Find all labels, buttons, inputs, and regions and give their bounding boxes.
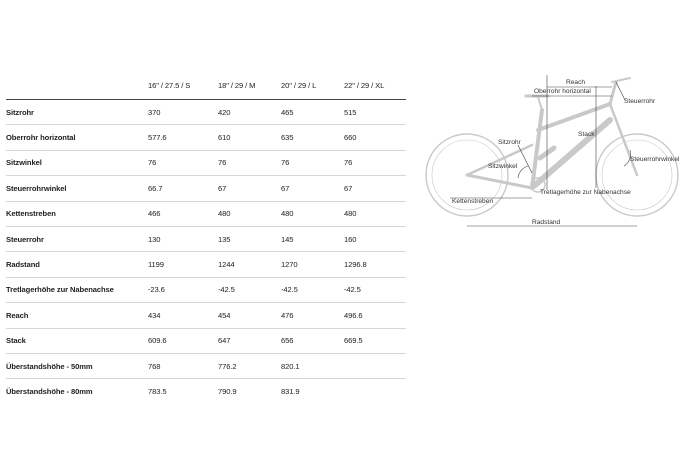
row-value: 820.1 (281, 361, 300, 371)
row-value: 656 (281, 336, 294, 346)
row-value: -42.5 (344, 285, 361, 295)
row-label: Überstandshöhe - 50mm (6, 361, 93, 371)
table-row (6, 303, 406, 328)
row-value: 370 (148, 107, 161, 117)
row-value (344, 379, 406, 404)
row-value: 76 (281, 158, 290, 168)
label-steuerrohr: Steuerrohr (624, 98, 656, 105)
header-cell-size-xl: 22" / 29 / XL (344, 72, 406, 100)
row-value: -23.6 (148, 285, 165, 295)
table-row (6, 353, 406, 378)
row-value: 67 (281, 183, 290, 193)
row-label: Sitzrohr (6, 107, 34, 117)
header-cell-size-l: 20" / 29 / L (281, 72, 344, 100)
label-radstand: Radstand (532, 219, 561, 226)
seatpost (538, 97, 542, 110)
sitzwinkel-arc (518, 166, 528, 178)
row-value: 1199 (148, 260, 164, 270)
table-row (6, 226, 406, 251)
label-tretlagerhoehe: Tretlagerhöhe zur Nabenachse (540, 189, 631, 196)
row-value: 420 (218, 107, 231, 117)
handlebar (612, 78, 630, 82)
table-header-row (6, 72, 406, 100)
row-value: 465 (281, 107, 294, 117)
row-value: -42.5 (218, 285, 235, 295)
row-value: 577.6 (148, 133, 167, 143)
table-row (6, 125, 406, 150)
row-value: 1244 (218, 260, 235, 270)
table-row (6, 201, 406, 226)
row-value: 480 (344, 209, 357, 219)
row-value: 466 (148, 209, 161, 219)
row-label: Kettenstreben (6, 209, 56, 219)
row-value: 454 (218, 310, 231, 320)
diagram-labels (452, 79, 680, 226)
row-value: 1296.8 (344, 260, 367, 270)
row-label: Tretlagerhöhe zur Nabenachse (6, 285, 114, 295)
label-stack: Stack (578, 131, 595, 138)
row-value: 66.7 (148, 183, 163, 193)
row-value: 609.6 (148, 336, 167, 346)
row-value: 515 (344, 107, 357, 117)
label-steuerrohrwinkel: Steuerrohrwinkel (630, 156, 680, 163)
row-value: 160 (344, 234, 357, 244)
row-value (344, 353, 406, 378)
table-row (6, 328, 406, 353)
row-value: 480 (281, 209, 294, 219)
table-row (6, 100, 406, 125)
label-kettenstreben: Kettenstreben (452, 198, 494, 205)
row-label: Stack (6, 336, 26, 346)
row-value: 776.2 (218, 361, 237, 371)
row-value: 76 (148, 158, 157, 168)
bike-geometry-diagram (420, 70, 695, 245)
chainstay (467, 175, 532, 188)
row-value: 768 (148, 361, 161, 371)
row-value: 476 (281, 310, 294, 320)
seat-tube (532, 110, 542, 188)
row-value: 669.5 (344, 336, 363, 346)
table-row (6, 176, 406, 201)
row-value: 635 (281, 133, 294, 143)
row-label: Radstand (6, 260, 40, 270)
row-value: 130 (148, 234, 161, 244)
row-value: 67 (218, 183, 227, 193)
table-row (6, 252, 406, 277)
fork (610, 104, 637, 175)
stem (610, 82, 616, 104)
table-row (6, 379, 406, 404)
row-value: 76 (344, 158, 353, 168)
label-oberrohr-horizontal: Oberrohr horizontal (534, 88, 591, 95)
row-label: Oberrohr horizontal (6, 133, 76, 143)
header-cell-label (6, 72, 148, 100)
row-value: 790.9 (218, 386, 237, 396)
row-value: 660 (344, 133, 357, 143)
row-value: 135 (218, 234, 231, 244)
table-row (6, 150, 406, 175)
row-value: 831.9 (281, 386, 300, 396)
row-value: 434 (148, 310, 161, 320)
label-sitzwinkel: Sitzwinkel (488, 163, 518, 170)
label-reach: Reach (566, 79, 586, 86)
row-label: Reach (6, 310, 29, 320)
row-label: Überstandshöhe - 80mm (6, 386, 93, 396)
row-value: 783.5 (148, 386, 167, 396)
row-label: Steuerrohr (6, 234, 44, 244)
header-cell-size-m: 18" / 29 / M (218, 72, 281, 100)
row-value: 145 (281, 234, 294, 244)
table-row (6, 277, 406, 302)
row-value: 496.6 (344, 310, 363, 320)
row-value: 480 (218, 209, 231, 219)
row-value: -42.5 (281, 285, 298, 295)
row-value: 1270 (281, 260, 298, 270)
header-cell-size-s: 16" / 27.5 / S (148, 72, 218, 100)
label-sitzrohr: Sitzrohr (498, 139, 521, 146)
row-value: 76 (218, 158, 227, 168)
row-value: 647 (218, 336, 231, 346)
row-label: Steuerrohrwinkel (6, 183, 67, 193)
row-label: Sitzwinkel (6, 158, 42, 168)
row-value: 67 (344, 183, 353, 193)
row-value: 610 (218, 133, 231, 143)
geometry-table (6, 72, 406, 404)
